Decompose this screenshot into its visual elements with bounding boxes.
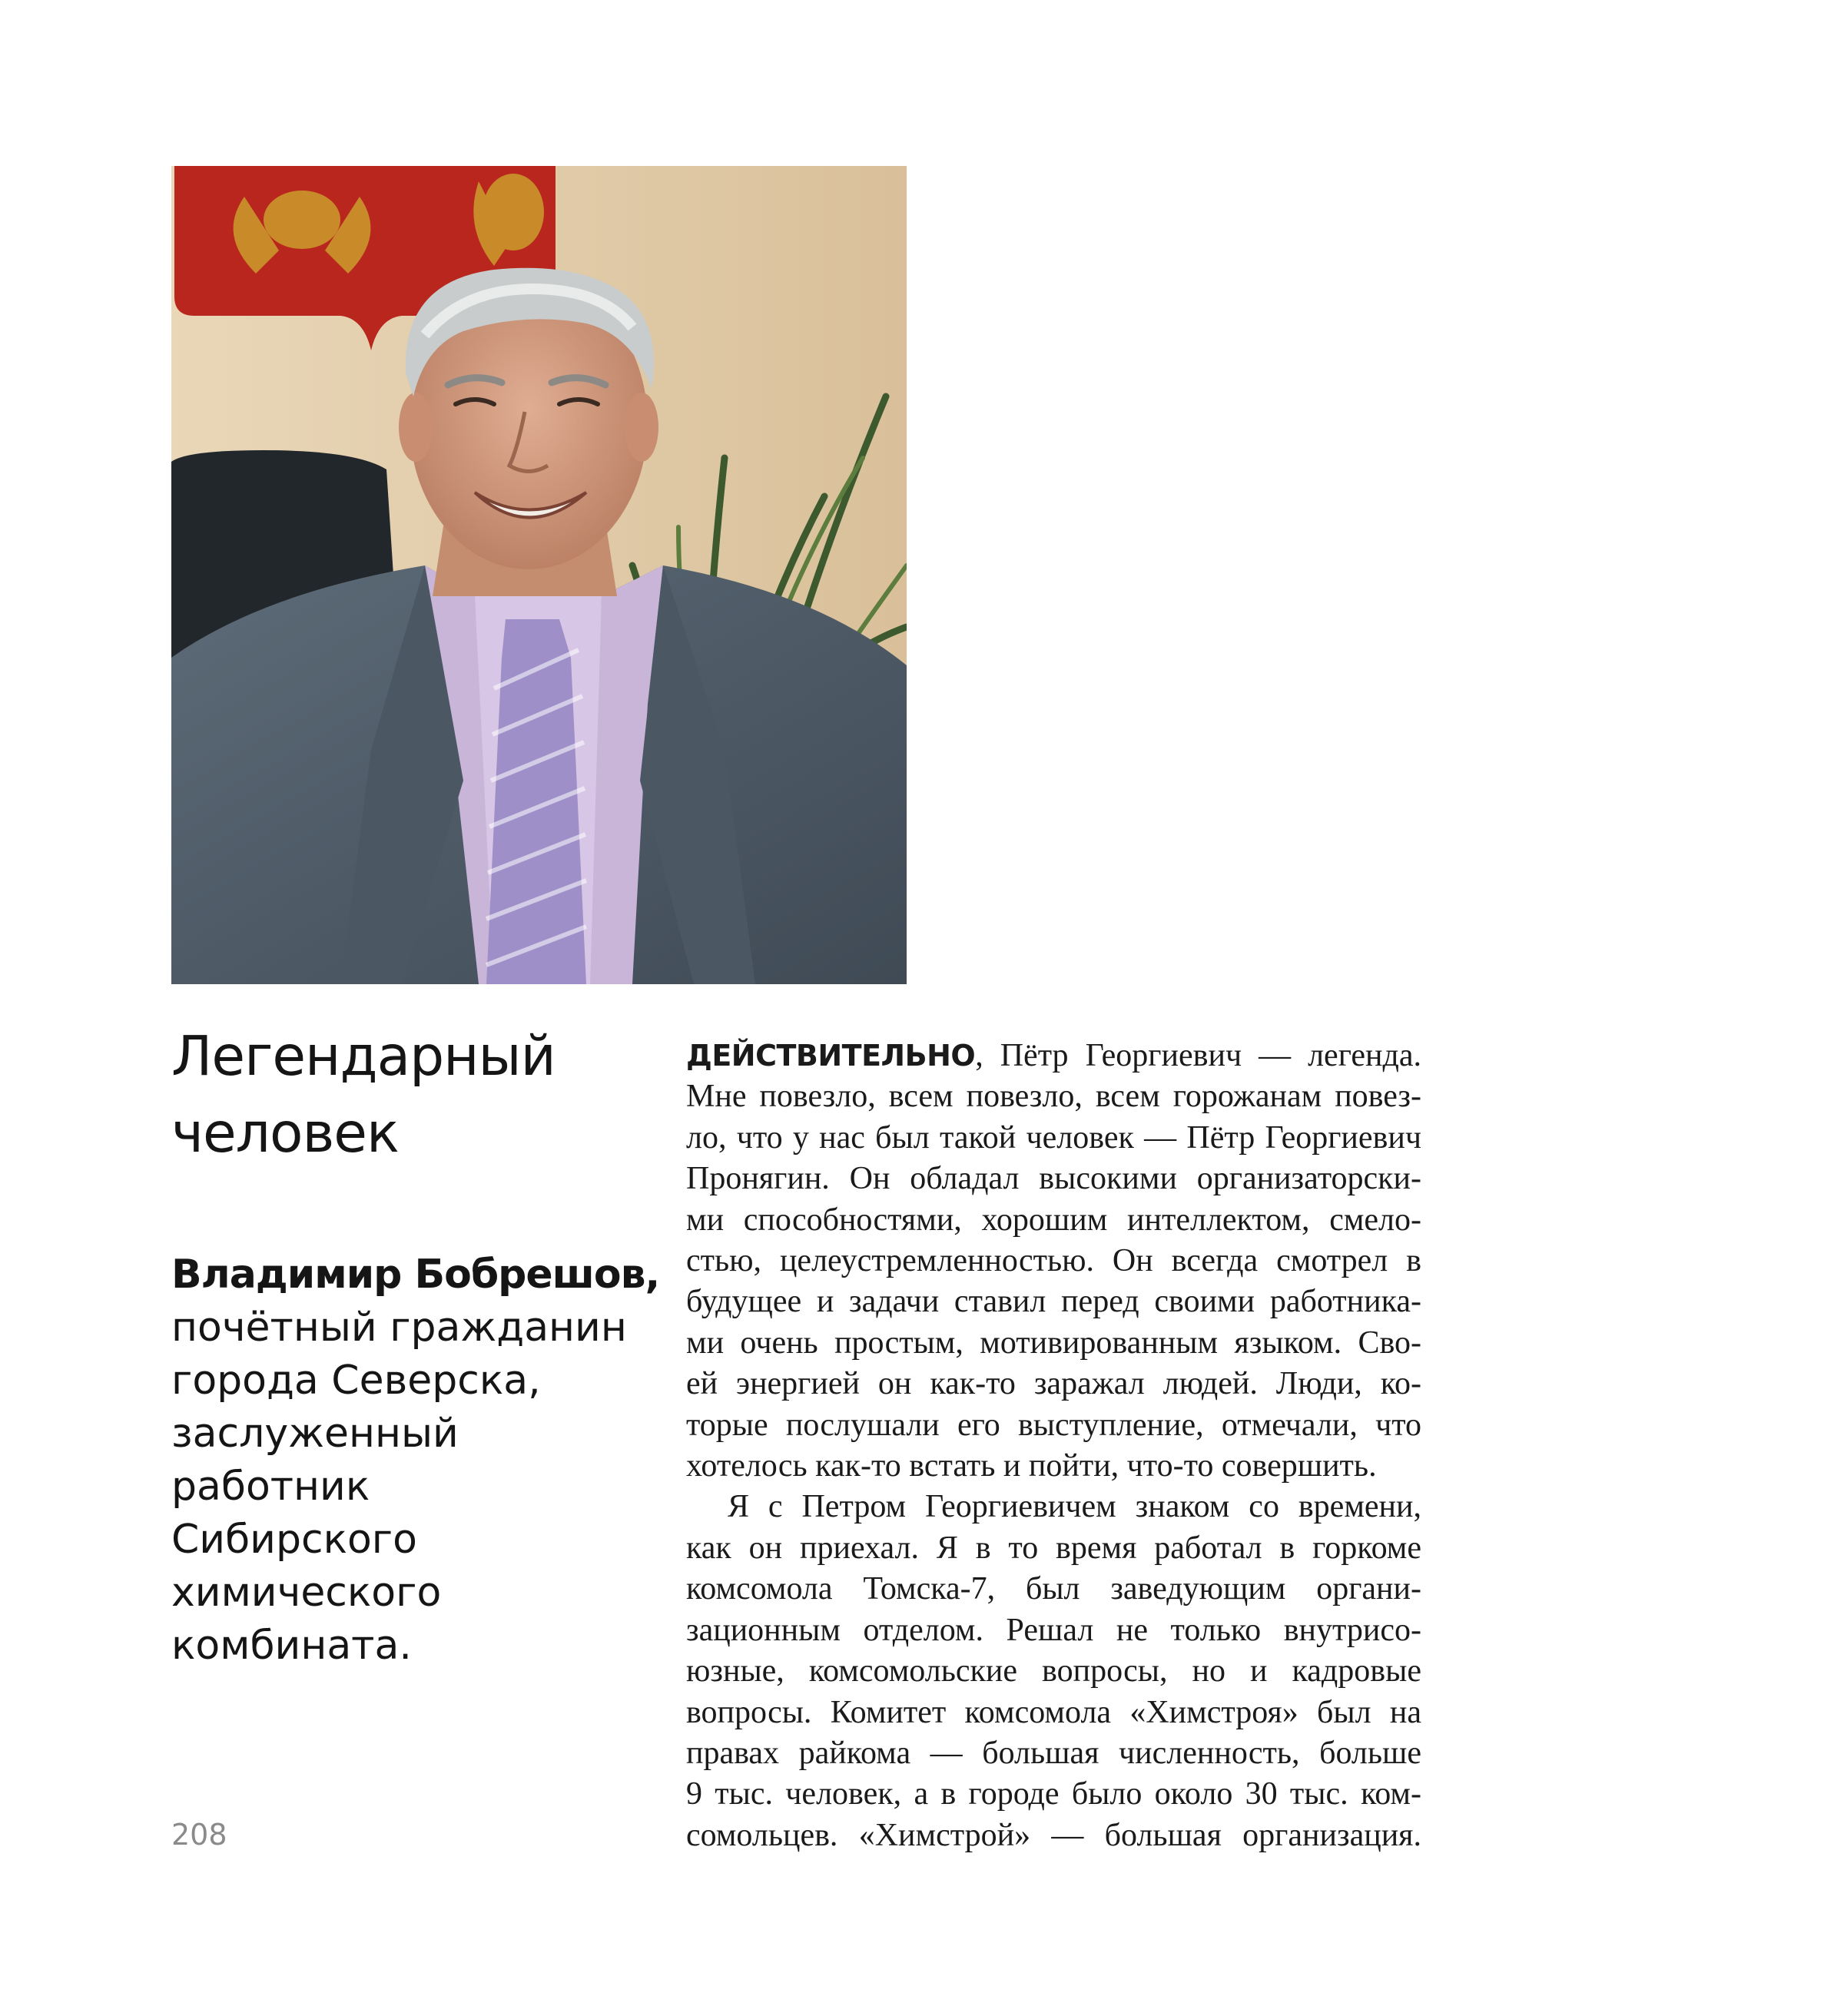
article-line: будущее и задачи ставил перед своими работника-: [686, 1284, 1421, 1320]
page-number: 208: [171, 1818, 227, 1852]
title-line-1: Легендарный: [171, 1024, 556, 1088]
article-line: комсомола Томска-7, был заведующим органи-: [686, 1571, 1421, 1607]
author-description: [171, 1301, 663, 1673]
article-line: ми очень простым, мотивированным языком. Сво-: [686, 1325, 1421, 1361]
article-title: [171, 1018, 663, 1172]
author-name: Владимир Бобрешов,: [171, 1252, 660, 1298]
article-line: зационным отделом. Решал не только внутрисо-: [686, 1612, 1421, 1648]
article-line: как он приехал. Я в то время работал в горкоме: [686, 1530, 1421, 1566]
author-desc-line: города Северска,: [171, 1358, 541, 1404]
article-line: Пронягин. Он обладал высокими организаторски-: [686, 1161, 1421, 1197]
article-line: [686, 1036, 1421, 1076]
article-line: сомольцев. «Химстрой» — большая организация.: [686, 1817, 1421, 1853]
article-line: вопросы. Комитет комсомола «Химстроя» был на: [686, 1694, 1421, 1730]
article-line: ми способностями, хорошим интеллектом, смело-: [686, 1202, 1421, 1238]
article-line: ей энергией он как-то заражал людей. Люди, ко-: [686, 1366, 1421, 1402]
article-body: [686, 1036, 1421, 1856]
article-line-text: , Пётр Георгиевич — легенда.: [975, 1038, 1421, 1073]
lead-word: ДЕЙСТВИТЕЛЬНО: [686, 1039, 976, 1073]
author-desc-line: комбината.: [171, 1623, 412, 1669]
author-desc-line: Сибирского: [171, 1517, 417, 1563]
article-line: 9 тыс. человек, а в городе было около 30 тыс. ком-: [686, 1776, 1421, 1812]
article-line: Я с Петром Георгиевичем знаком со времени,: [728, 1489, 1421, 1525]
article-line: стью, целеустремленностью. Он всегда смотрел в: [686, 1243, 1421, 1279]
paragraph-1: [686, 1036, 1421, 1487]
article-line: торые послушали его выступление, отмечали, что: [686, 1407, 1421, 1443]
portrait-photo: [171, 166, 907, 984]
article-line: ло, что у нас был такой человек — Пётр Георгиевич: [686, 1119, 1421, 1156]
author-desc-line: заслуженный: [171, 1411, 459, 1457]
author-desc-line: работник: [171, 1464, 370, 1510]
author-desc-line: почётный гражданин: [171, 1305, 627, 1351]
author-desc-line: химического: [171, 1570, 442, 1616]
article-line: правах райкома — большая численность, больше: [686, 1735, 1421, 1771]
title-line-2: человек: [171, 1101, 399, 1165]
author-block: [171, 1248, 663, 1673]
article-line: юзные, комсомольские вопросы, но и кадровые: [686, 1653, 1421, 1689]
article-line: Мне повезло, всем повезло, всем горожанам повез-: [686, 1079, 1421, 1115]
article-line: хотелось как-то встать и пойти, что-то совершить.: [686, 1448, 1377, 1484]
paragraph-2: [686, 1487, 1421, 1856]
